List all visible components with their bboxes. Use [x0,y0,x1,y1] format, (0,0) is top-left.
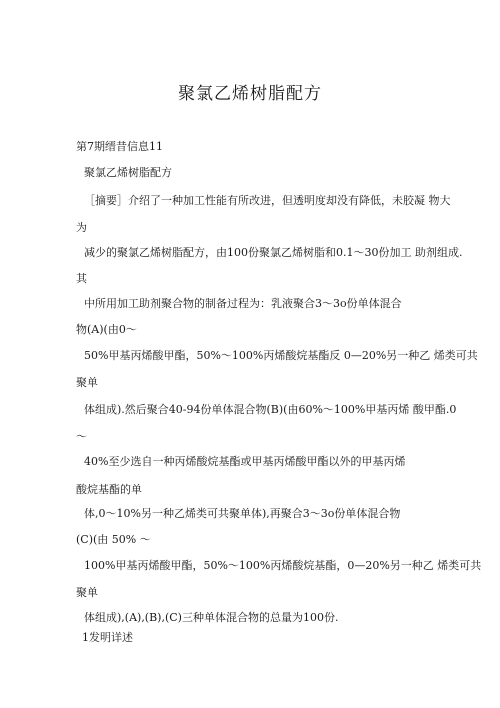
text-line: 其 [76,272,87,285]
text-line: 聚单 [76,376,98,389]
text-line: 减少的聚氯乙烯树脂配方，由100份聚氯乙烯树脂和0.1～30份加工 助剂组成. [84,246,463,259]
text-line: 酸烷基酯的单 [76,483,142,496]
text-line: 聚氯乙烯树脂配方 [84,166,172,179]
text-line: 为 [76,221,87,234]
text-line: ［摘要］介绍了一种加工性能有所改进，但透明度却没有降低，未胶凝 物大 [84,194,451,207]
text-line: 体组成),(A),(B),(C)三种单体混合物的总量为100份. [84,611,339,624]
text-line: 中所用加工助剂聚合物的制备过程为：乳液聚合3～3o份单体混合 [84,297,402,310]
text-line: 100%甲基丙烯酸甲酯，50%～100%丙烯酸烷基酯，0—20%另一种乙 烯类可共 [84,559,482,572]
text-line: 体组成).然后聚合40-94份单体混合物(B)(由60%～100%甲基丙烯 酸甲酯.0 [84,403,457,416]
text-line: 体,0～10%另一种乙烯类可共聚单体),再聚合3～3o份单体混合物 [84,507,401,520]
text-line: 50%甲基丙烯酸甲酯，50%～100%丙烯酸烷基酯反 0—20%另一种乙 烯类可共 [84,349,478,362]
text-line: ～ [76,430,87,443]
section-heading: 1发明详述 [82,631,133,644]
text-line: 物(A)(由0～ [76,323,137,336]
text-line: 40%至少选自一种丙烯酸烷基酯或甲基丙烯酸甲酯以外的甲基丙烯 [84,455,406,468]
text-line: 聚单 [76,586,98,599]
text-line: 第7期缙昔信息11 [76,140,163,153]
text-line: (C)(由 50% ～ [76,533,151,546]
document-title: 聚氯乙烯树脂配方 [178,84,322,104]
